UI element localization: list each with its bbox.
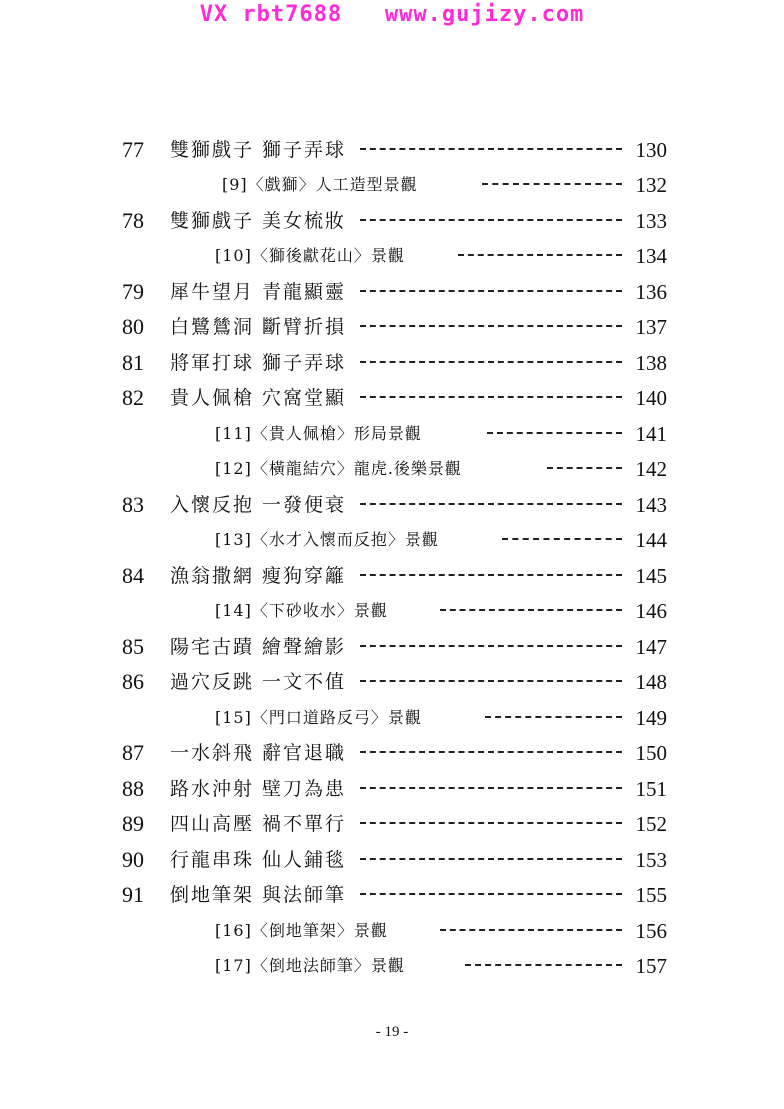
entry-title: 陽宅古蹟 繪聲繪影 — [170, 636, 347, 658]
entry-title: 倒地筆架 與法師筆 — [170, 884, 347, 906]
dotted-leader — [360, 219, 622, 221]
entry-page-number: 142 — [635, 457, 667, 481]
entry-title: [13]〈水才入懷而反抱〉景觀 — [215, 530, 439, 549]
toc-subentry — [0, 522, 784, 558]
toc-subentry — [0, 593, 784, 629]
toc-entry — [0, 806, 784, 842]
entry-title: 入懷反抱 一發便衰 — [170, 494, 347, 516]
dotted-leader — [360, 361, 622, 363]
entry-title: 貴人佩槍 穴窩堂顯 — [170, 387, 347, 409]
toc-entry — [0, 842, 784, 878]
entry-page-number: 152 — [635, 812, 667, 836]
toc-entry — [0, 274, 784, 310]
entry-page-number: 156 — [635, 919, 667, 943]
dotted-leader — [465, 964, 622, 966]
entry-page-number: 134 — [635, 244, 667, 268]
dotted-leader — [360, 148, 622, 150]
toc-entry — [0, 735, 784, 771]
dotted-leader — [360, 751, 622, 753]
dotted-leader — [360, 645, 622, 647]
toc-entry — [0, 203, 784, 239]
dotted-leader — [360, 680, 622, 682]
entry-title: 白鷺鷥洞 斷臂折損 — [170, 316, 347, 338]
entry-number: 83 — [122, 492, 144, 517]
entry-title: [12]〈橫龍結穴〉龍虎.後樂景觀 — [215, 459, 462, 478]
toc-entry — [0, 380, 784, 416]
entry-number: 84 — [122, 563, 144, 588]
dotted-leader — [360, 574, 622, 576]
entry-title: 四山高壓 禍不單行 — [170, 813, 347, 835]
entry-number: 89 — [122, 811, 144, 836]
entry-title: 將軍打球 獅子弄球 — [170, 352, 347, 374]
entry-number: 80 — [122, 314, 144, 339]
entry-page-number: 141 — [635, 422, 667, 446]
entry-number: 91 — [122, 882, 144, 907]
entry-title: 犀牛望月 青龍顯靈 — [170, 281, 347, 303]
dotted-leader — [360, 396, 622, 398]
dotted-leader — [485, 716, 622, 718]
entry-number: 88 — [122, 776, 144, 801]
toc-entry — [0, 629, 784, 665]
entry-page-number: 137 — [635, 315, 667, 339]
entry-page-number: 143 — [635, 493, 667, 517]
entry-page-number: 146 — [635, 599, 667, 623]
entry-page-number: 130 — [635, 138, 667, 162]
entry-title: 路水沖射 壁刀為患 — [170, 778, 347, 800]
entry-title: 過穴反跳 一文不值 — [170, 671, 347, 693]
entry-title: [15]〈門口道路反弓〉景觀 — [215, 708, 422, 727]
entry-page-number: 132 — [635, 173, 667, 197]
entry-number: 90 — [122, 847, 144, 872]
entry-title: [10]〈獅後獻花山〉景觀 — [215, 246, 405, 265]
toc-entry — [0, 132, 784, 168]
dotted-leader — [360, 893, 622, 895]
entry-page-number: 136 — [635, 280, 667, 304]
dotted-leader — [482, 183, 622, 185]
toc-entry — [0, 309, 784, 345]
entry-page-number: 145 — [635, 564, 667, 588]
entry-title: 一水斜飛 辭官退職 — [170, 742, 347, 764]
entry-title: 行龍串珠 仙人鋪毯 — [170, 849, 347, 871]
entry-title: [16]〈倒地筆架〉景觀 — [215, 921, 388, 940]
entry-title: 雙獅戲子 獅子弄球 — [170, 139, 347, 161]
dotted-leader — [360, 787, 622, 789]
dotted-leader — [360, 858, 622, 860]
entry-title: 漁翁撒網 瘦狗穿籬 — [170, 565, 347, 587]
toc-subentry — [0, 416, 784, 452]
entry-page-number: 138 — [635, 351, 667, 375]
toc-entry — [0, 664, 784, 700]
dotted-leader — [360, 290, 622, 292]
dotted-leader — [547, 467, 622, 469]
toc-entry — [0, 558, 784, 594]
entry-title: [14]〈下砂收水〉景觀 — [215, 601, 388, 620]
entry-page-number: 140 — [635, 386, 667, 410]
entry-title: 雙獅戲子 美女梳妝 — [170, 210, 347, 232]
entry-page-number: 149 — [635, 706, 667, 730]
toc-entry — [0, 487, 784, 523]
entry-number: 87 — [122, 740, 144, 765]
dotted-leader — [458, 254, 622, 256]
entry-page-number: 153 — [635, 848, 667, 872]
dotted-leader — [487, 432, 622, 434]
dotted-leader — [360, 822, 622, 824]
toc-subentry — [0, 700, 784, 736]
entry-number: 79 — [122, 279, 144, 304]
entry-title: [17]〈倒地法師筆〉景觀 — [215, 956, 405, 975]
toc-subentry — [0, 451, 784, 487]
entry-page-number: 133 — [635, 209, 667, 233]
page-number-footer: - 19 - — [375, 1024, 409, 1040]
toc-entry — [0, 877, 784, 913]
entry-page-number: 148 — [635, 670, 667, 694]
dotted-leader — [360, 503, 622, 505]
entry-title: [11]〈貴人佩槍〉形局景觀 — [215, 424, 422, 443]
entry-page-number: 155 — [635, 883, 667, 907]
watermark-text: VX rbt7688 www.gujizy.com — [199, 2, 585, 27]
entry-number: 82 — [122, 385, 144, 410]
toc-subentry — [0, 238, 784, 274]
toc-subentry — [0, 948, 784, 984]
toc-subentry — [0, 167, 784, 203]
entry-page-number: 150 — [635, 741, 667, 765]
entry-title: [9]〈戲獅〉人工造型景觀 — [222, 175, 418, 194]
toc-subentry — [0, 913, 784, 949]
entry-page-number: 147 — [635, 635, 667, 659]
entry-number: 77 — [122, 137, 144, 162]
entry-page-number: 151 — [635, 777, 667, 801]
entry-page-number: 144 — [635, 528, 667, 552]
entry-number: 81 — [122, 350, 144, 375]
dotted-leader — [440, 929, 622, 931]
toc-entry — [0, 771, 784, 807]
entry-page-number: 157 — [635, 954, 667, 978]
toc-entry — [0, 345, 784, 381]
dotted-leader — [440, 609, 622, 611]
dotted-leader — [502, 538, 622, 540]
entry-number: 85 — [122, 634, 144, 659]
entry-number: 86 — [122, 669, 144, 694]
dotted-leader — [360, 325, 622, 327]
entry-number: 78 — [122, 208, 144, 233]
